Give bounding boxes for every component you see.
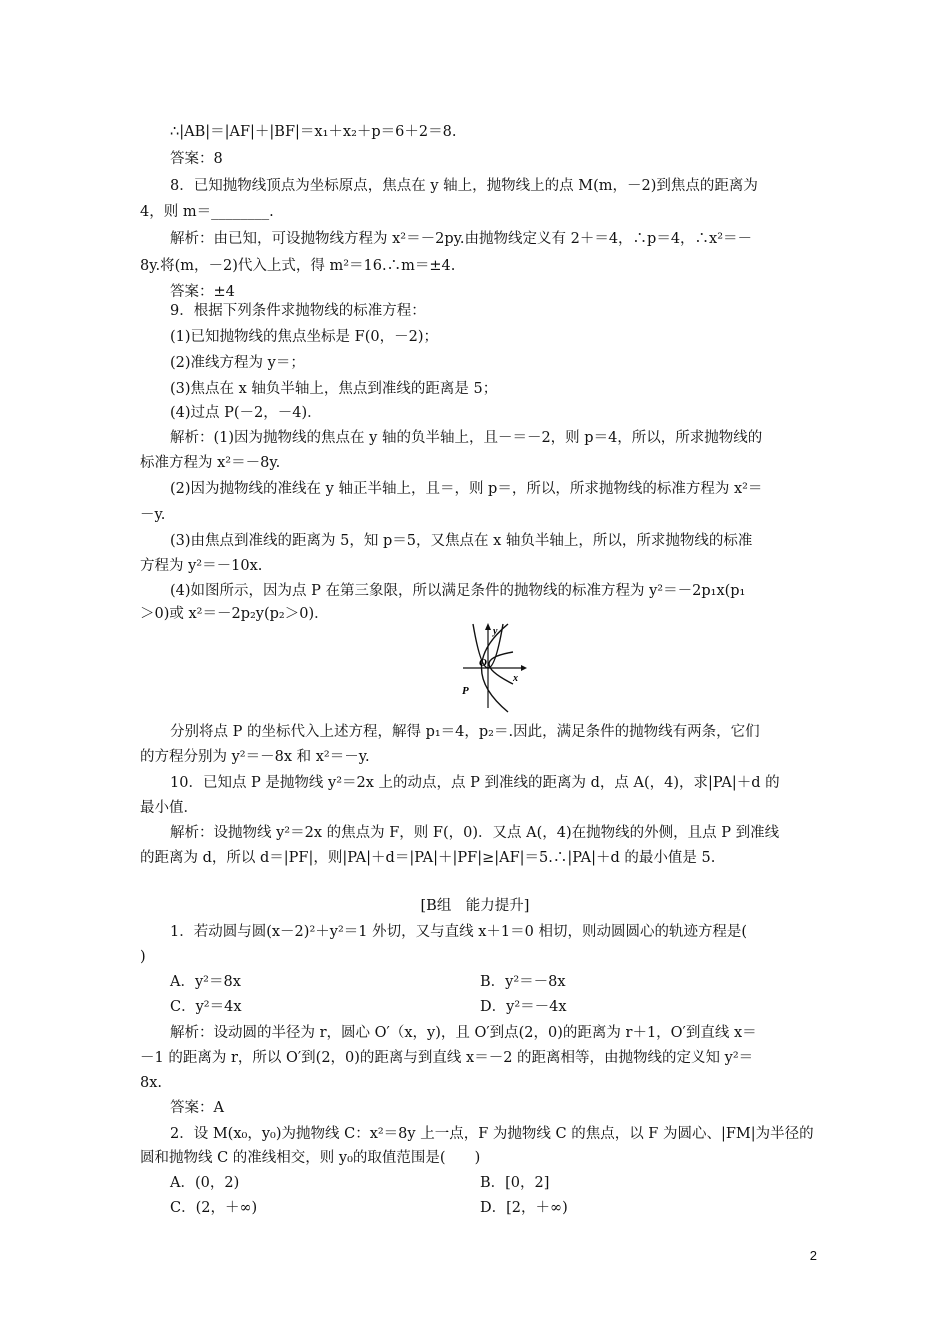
option-b: B．y²＝－8x [480,974,566,990]
text-line: (2)准线方程为 y＝； [170,355,305,371]
text-line: (2)因为抛物线的准线在 y 轴正半轴上，且＝，则 p＝，所以，所求抛物线的标准方程为 x²＝ [170,481,763,497]
text-line: 的方程分别为 y²＝－8x 和 x²＝－y. [140,749,370,765]
text-line: 4，则 m＝________. [140,204,274,220]
text-line: 8x. [140,1075,163,1091]
question-b2: 2．设 M(x₀，y₀)为抛物线 C：x²＝8y 上一点，F 为抛物线 C 的焦点，以 F 为圆心、|FM|为半径的 [170,1126,814,1142]
text-line: 最小值． [140,800,198,816]
text-line: 分别将点 P 的坐标代入上述方程，解得 p₁＝4，p₂＝.因此，满足条件的抛物线有两条，它们 [170,724,760,740]
text-line: ∴|AB|＝|AF|＋|BF|＝x₁＋x₂＋p＝6＋2＝8. [170,124,457,140]
solution-line: 解析：设动圆的半径为 r，圆心 O′（x，y)，且 O′到点(2，0)的距离为 r＋1，O′到直线 x＝ [170,1025,757,1041]
text-line: ) [140,949,146,965]
text-line: －1 的距离为 r，所以 O′到(2，0)的距离与到直线 x＝－2 的距离相等，由抛物线的定义知 y²＝ [140,1050,754,1066]
solution-line: 解析：设抛物线 y²＝2x 的焦点为 F，则 F(，0)．又点 A(，4)在抛物线的外侧，且点 P 到准线 [170,825,780,841]
solution-line: 解析：(1)因为抛物线的焦点在 y 轴的负半轴上，且－＝－2，则 p＝4，所以，所求抛物线的 [170,430,763,446]
y-axis-arrow [485,623,491,630]
answer-line: 答案：A [170,1100,224,1116]
option-a: A．(0，2) [170,1175,240,1191]
y-axis-label: y [493,626,498,637]
answer-line: 答案：±4 [170,284,235,300]
option-b: B．[0，2] [480,1175,550,1191]
point-p-label: P [462,685,469,697]
option-d: D．[2，＋∞) [480,1200,568,1216]
text-line: (1)已知抛物线的焦点坐标是 F(0，－2)； [170,329,438,345]
question-b1: 1．若动圆与圆(x－2)²＋y²＝1 外切，又与直线 x＋1＝0 相切，则动圆圆心的轨迹方程是( [170,924,748,940]
option-c: C．y²＝4x [170,999,242,1015]
origin-label: O [479,657,487,669]
question-9: 9．根据下列条件求抛物线的标准方程： [170,303,426,319]
question-10: 10．已知点 P 是抛物线 y²＝2x 上的动点，点 P 到准线的距离为 d，点 A(，4)，求|PA|＋d 的 [170,775,780,791]
text-line: 8y.将(m，－2)代入上式，得 m²＝16.∴m＝±4. [140,258,456,274]
section-heading: [B组 能力提升] [420,898,530,914]
option-d: D．y²＝－4x [480,999,567,1015]
question-8: 8．已知抛物线顶点为坐标原点，焦点在 y 轴上，抛物线上的点 M(m，－2)到焦点的距离为 [170,178,758,194]
solution-line: 解析：由已知，可设抛物线方程为 x²＝－2py.由抛物线定义有 2＋＝4，∴p＝4，∴x²＝－ [170,231,753,247]
answer-line: 答案：8 [170,151,223,167]
page-number: 2 [809,1248,817,1263]
text-line: 标准方程为 x²＝－8y. [140,455,281,471]
x-axis-label: x [513,673,518,684]
text-line: (4)过点 P(－2，－4)． [170,405,322,421]
text-line: 方程为 y²＝－10x. [140,558,263,574]
option-c: C．(2，＋∞) [170,1200,258,1216]
text-line: (3)焦点在 x 轴负半轴上，焦点到准线的距离是 5； [170,381,498,397]
parabola-figure [455,622,535,714]
x-axis-arrow [521,665,527,671]
text-line: (4)如图所示，因为点 P 在第三象限，所以满足条件的抛物线的标准方程为 y²＝－2p₁x(p₁ [170,583,746,599]
option-a: A．y²＝8x [170,974,241,990]
text-line: 的距离为 d，所以 d＝|PF|，则|PA|＋d＝|PA|＋|PF|≥|AF|＝5.∴|PA|＋d 的最小值是 5. [140,850,716,866]
text-line: 圆和抛物线 C 的准线相交，则 y₀的取值范围是( ) [140,1150,481,1166]
text-line: (3)由焦点到准线的距离为 5，知 p＝5，又焦点在 x 轴负半轴上，所以，所求抛物线的标准 [170,533,753,549]
text-line: －y. [140,507,166,523]
text-line: ＞0)或 x²＝－2p₂y(p₂＞0)． [140,606,329,622]
